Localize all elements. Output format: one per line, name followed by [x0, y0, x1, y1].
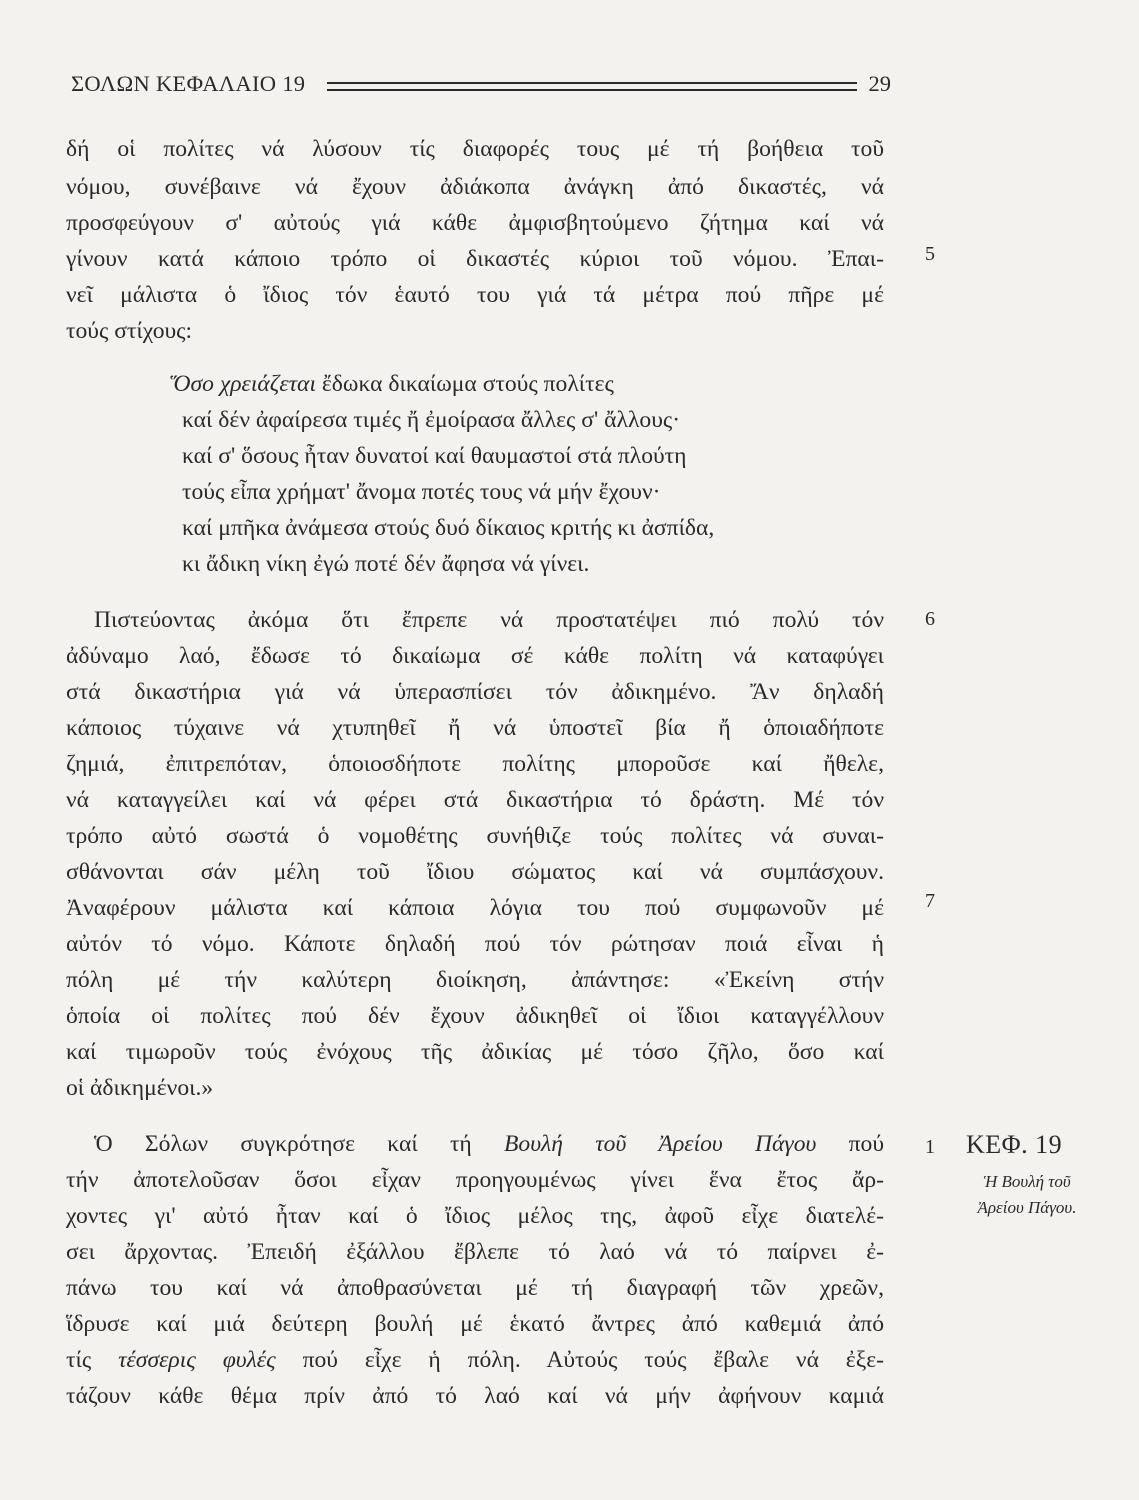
text-line: σει ἄρχοντας. Ἐπειδή ἐξάλλου ἔβλεπε τό λαό νά τό παίρνει ἐ- — [66, 1239, 884, 1265]
text-line: πόλη μέ τήν καλύτερη διοίκηση, ἀπάντησε: «Ἐκείνη στήν — [66, 967, 884, 993]
text-line: τούς στίχους: — [66, 318, 193, 344]
text-line: προσφεύγουν σ' αὐτούς γιά κάθε ἀμφισβητούμενο ζήτημα καί νά — [66, 210, 884, 236]
italic-term: Βουλή τοῦ Ἀρείου Πάγου — [504, 1131, 817, 1157]
chapter-subtitle: Ἀρείου Πάγου. — [977, 1198, 1077, 1217]
margin-number: 6 — [925, 608, 935, 630]
chapter-subtitle: Ἡ Βουλή τοῦ — [983, 1172, 1071, 1191]
text-line: γίνουν κατά κάποιο τρόπο οἱ δικαστές κύριοι τοῦ νόμου. Ἐπαι- — [66, 246, 884, 272]
text-line: καί τιμωροῦν τούς ἐνόχους τῆς ἀδικίας μέ τόσο ζῆλο, ὅσο καί — [66, 1039, 884, 1065]
text-line: πάνω του καί νά ἀποθρασύνεται μέ τή διαγραφή τῶν χρεῶν, — [66, 1275, 884, 1301]
text-line: Ὁ Σόλων συγκρότησε καί τή Βουλή τοῦ Ἀρείου Πάγου πού — [94, 1131, 884, 1157]
verse-line: καί μπῆκα ἀνάμεσα στούς δυό δίκαιος κριτής κι ἀσπίδα, — [182, 515, 715, 541]
verse-line: κι ἄδικη νίκη ἐγώ ποτέ δέν ἄφησα νά γίνει. — [182, 551, 590, 577]
margin-number: 5 — [925, 243, 935, 265]
text-line: Ἀναφέρουν μάλιστα καί κάποια λόγια του πού συμφωνοῦν μέ — [66, 895, 884, 921]
margin-number: 1 — [925, 1136, 935, 1158]
running-header — [71, 68, 891, 100]
verse-line: τούς εἶπα χρήματ' ἄνομα ποτές τους νά μήν ἔχουν· — [182, 479, 661, 505]
running-title: ΣΟΛΩΝ ΚΕΦΑΛΑΙΟ 19 — [71, 71, 306, 96]
text-line: ἀδύναμο λαό, ἔδωσε τό δικαίωμα σέ κάθε πολίτη νά καταφύγει — [66, 643, 884, 669]
verse-line: καί σ' ὅσους ἦταν δυνατοί καί θαυμαστοί στά πλούτη — [182, 443, 687, 469]
text-line: νεῖ μάλιστα ὁ ἴδιος τόν ἑαυτό του γιά τά μέτρα πού πῆρε μέ — [66, 282, 884, 308]
text-line: κάποιος τύχαινε νά χτυπηθεῖ ἤ νά ὑποστεῖ βία ἤ ὁποιαδήποτε — [66, 715, 884, 741]
verse-line: Ὅσο χρειάζεται ἔδωκα δικαίωμα στούς πολίτες — [170, 371, 614, 397]
text-line: τρόπο αὐτό σωστά ὁ νομοθέτης συνήθιζε τούς πολίτες νά συναι- — [66, 823, 884, 849]
text-line: σθάνονται σάν μέλη τοῦ ἴδιου σώματος καί νά συμπάσχουν. — [66, 859, 884, 885]
text-line: τάζουν κάθε θέμα πρίν ἀπό τό λαό καί νά μήν ἀφήνουν καμιά — [66, 1383, 884, 1409]
header-rule — [327, 82, 856, 91]
margin-number: 7 — [925, 890, 935, 912]
text-line: οἱ ἀδικημένοι.» — [66, 1075, 214, 1101]
text-line: τήν ἀποτελοῦσαν ὅσοι εἶχαν προηγουμένως γίνει ἕνα ἔτος ἄρ- — [66, 1167, 884, 1193]
text-line: αὐτόν τό νόμο. Κάποτε δηλαδή πού τόν ρώτησαν ποιά εἶναι ἡ — [66, 931, 884, 957]
text-line: τίς τέσσερις φυλές πού εἶχε ἡ πόλη. Αὐτούς τούς ἔβαλε νά ἐξε- — [66, 1347, 884, 1373]
text-line: στά δικαστήρια γιά νά ὑπερασπίσει τόν ἀδικημένο. Ἄν δηλαδή — [66, 679, 884, 705]
text-line: ἵδρυσε καί μιά δεύτερη βουλή μέ ἑκατό ἄντρες ἀπό καθεμιά ἀπό — [66, 1311, 884, 1337]
verse-italic-opening: Ὅσο χρειάζεται — [170, 371, 316, 397]
page-number: 29 — [868, 71, 891, 96]
text-line: νά καταγγείλει καί νά φέρει στά δικαστήρια τό δράστη. Μέ τόν — [66, 787, 884, 813]
text-line: Πιστεύοντας ἀκόμα ὅτι ἔπρεπε νά προστατέψει πιό πολύ τόν — [94, 607, 884, 633]
text-line: ὁποία οἱ πολίτες πού δέν ἔχουν ἀδικηθεῖ οἱ ἴδιοι καταγγέλλουν — [66, 1003, 884, 1029]
italic-term: τέσσερις φυλές — [118, 1347, 276, 1373]
text-line: ζημιά, ἐπιτρεπόταν, ὁποιοσδήποτε πολίτης μποροῦσε καί ἤθελε, — [66, 751, 884, 777]
text-line: νόμου, συνέβαινε νά ἔχουν ἀδιάκοπα ἀνάγκη ἀπό δικαστές, νά — [66, 174, 884, 200]
text-line: χοντες γι' αὐτό ἦταν καί ὁ ἴδιος μέλος της, ἀφοῦ εἶχε διατελέ- — [66, 1203, 884, 1229]
chapter-heading: ΚΕΦ. 19 — [966, 1130, 1063, 1159]
text-line: δή οἱ πολίτες νά λύσουν τίς διαφορές τους μέ τή βοήθεια τοῦ — [66, 136, 884, 162]
verse-line: καί δέν ἀφαίρεσα τιμές ἤ ἐμοίρασα ἄλλες σ' ἄλλους· — [182, 407, 681, 433]
